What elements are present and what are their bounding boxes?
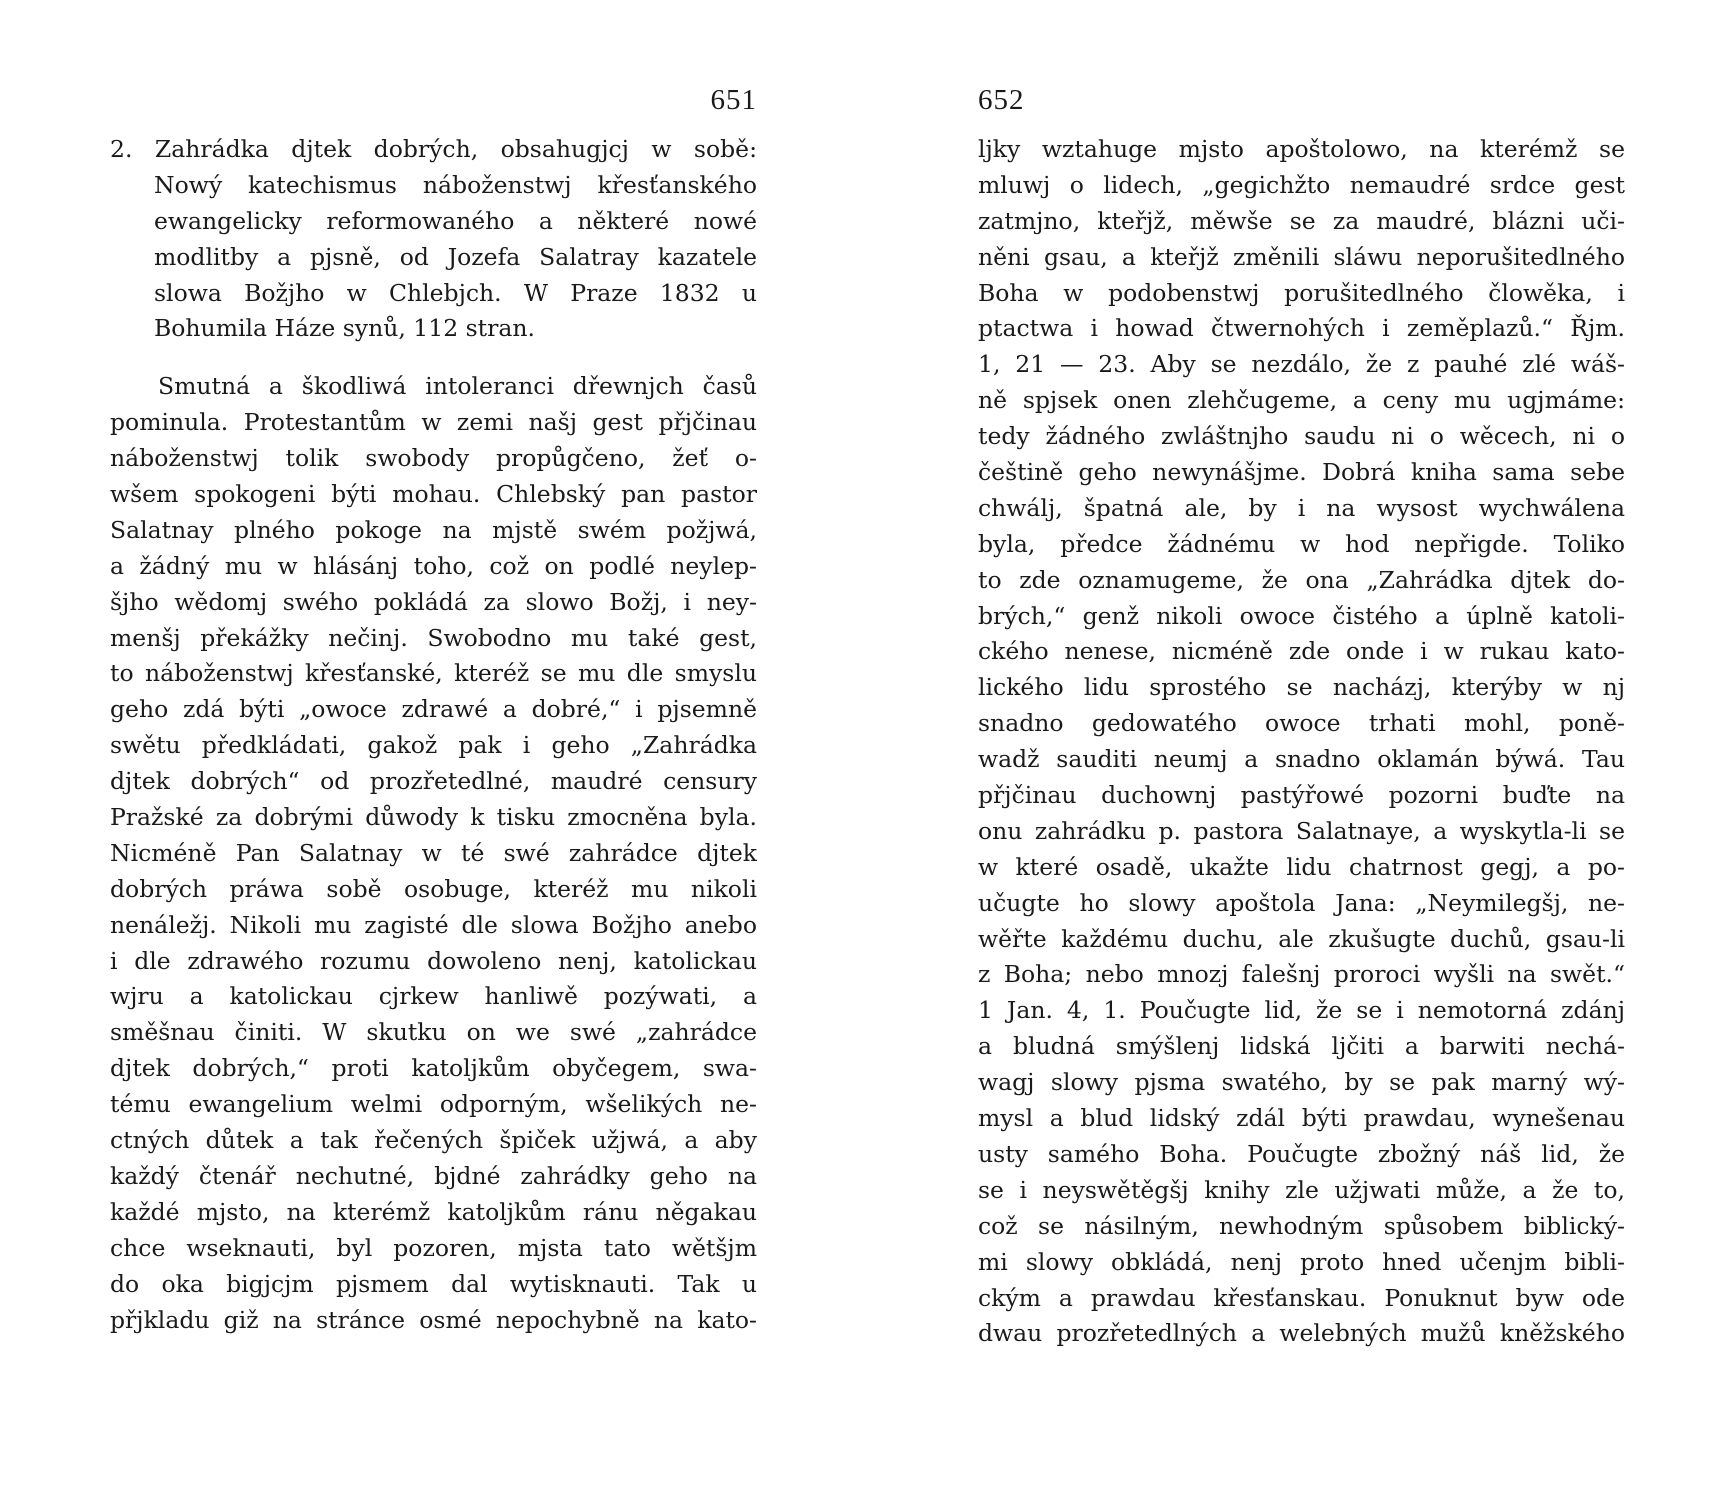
text-line: menšj překážky nečinj. Swobodno mu také gest, [110,623,757,652]
text-line: ckého nenese, nicméně zde onde i w rukau kato- [978,637,1625,666]
text-line: dobrých práwa sobě osobuge, kteréž mu nikoli [110,874,757,903]
text-line: nenáležj. Nikoli mu zagisté dle slowa Božjho anebo [110,910,757,939]
page-number: 651 [710,84,757,116]
text-line: ljky wztahuge mjsto apoštolowo, na kterémž se [978,135,1625,163]
text-line: a žádný mu w hlásánj toho, což on podlé neylep- [110,551,757,580]
text-line: Smutná a škodliwá intoleranci dřewnjch časů [158,372,757,401]
text-line: to zde oznamugeme, že ona „Zahrádka djtek do- [978,565,1625,594]
text-line: se i neyswětěgšj knihy zle užjwati může, a že to, [978,1175,1625,1204]
text-line: pominula. Protestantům w zemi našj gest přjčinau [110,408,757,437]
text-line: zatmjno, kteřjž, měwše se za maudré, blázni uči- [978,206,1625,235]
text-line: tedy žádného zwláštnjho saudu ni o wěcech, ni o [978,422,1625,451]
right-page [978,80,1625,1352]
text-line: w které osadě, ukažte lidu chatrnost gegj, a po- [978,852,1625,881]
text-line: wěřte každému duchu, ale zkušugte duchů, gsau-li [978,924,1625,953]
text-line: modlitby a pjsně, od Jozefa Salatray kazatele [154,242,757,271]
text-line: šjho wědomj swého pokládá za slowo Božj, i ney- [110,587,757,616]
text-line: i dle zdrawého rozumu dowoleno nenj, katolickau [110,946,757,975]
text-line: každý čtenář nechutné, bjdné zahrádky geho na [110,1161,757,1190]
text-line: dwau prozřetedlných a welebných mužů kněžského [978,1319,1625,1348]
text-line: ckým a prawdau křesťanskau. Ponuknut byw ode [978,1283,1625,1312]
text-line: učugte ho slowy apoštola Jana: „Neymilegšj, ne- [978,888,1625,917]
text-line: onu zahrádku p. pastora Salatnaye, a wyskytla-li se [978,816,1625,845]
text-line: mysl a blud lidský zdál býti prawdau, wynešenau [978,1104,1625,1133]
left-page [110,80,757,1338]
text-line: mluwj o lidech, „gegichžto nemaudré srdce gest [978,170,1625,199]
text-line: ptactwa i howad čtwernohých i zeměplazů.“ Řjm. [978,314,1625,343]
text-line: do oka bigjcjm pjsmem dal wytisknauti. Tak u [110,1269,757,1298]
text-line: něni gsau, a kteřjž změnili sláwu neporušitedlného [978,242,1625,271]
text-line: snadno gedowatého owoce trhati mohl, poně- [978,709,1625,738]
text-line: každé mjsto, na kterémž katoljkům ránu něgakau [110,1197,757,1226]
text-line: přjčinau duchownj pastýřowé pozorni buďte na [978,781,1625,810]
text-line: ctných důtek a tak řečených špiček užjwá, a aby [110,1126,757,1155]
text-line: z Boha; nebo mnozj falešnj proroci wyšli na swět.“ [978,960,1625,989]
text-line: 2. Zahrádka djtek dobrých, obsahugjcj w sobě: [110,135,757,163]
text-line: djtek dobrých,“ proti katoljkům obyčegem, swa- [110,1054,757,1083]
text-line: češtině geho newynášjme. Dobrá kniha sama sebe [978,458,1625,487]
text-line: náboženstwj tolik swobody propůgčeno, žeť o- [110,444,757,473]
text-line: Salatnay plného pokoge na mjstě swém požjwá, [110,515,757,544]
text-line: a bludná smýšlenj lidská ljčiti a barwiti nechá- [978,1032,1625,1061]
text-line: to náboženstwj křesťanské, kteréž se mu dle smyslu [110,659,757,688]
page-number: 652 [978,84,1025,116]
text-line: wadž sauditi neumj a snadno oklamán býwá. Tau [978,745,1625,774]
text-line: chwálj, špatná ale, by i na wysost wychwálena [978,493,1625,522]
text-line: směšnau činiti. W skutku on we swé „zahrádce [110,1018,757,1047]
text-line: wšem spokogeni býti mohau. Chlebský pan pastor [110,480,757,509]
text-line: ně spjsek onen zlehčugeme, a ceny mu ugjmáme: [978,386,1625,415]
text-line: wjru a katolickau cjrkew hanliwě pozýwati, a [110,982,757,1011]
page-body [978,132,1625,1352]
text-line: slowa Božjho w Chlebjch. W Praze 1832 u [154,278,757,307]
text-line: byla, předce žádnému w hod nepřigde. Toliko [978,529,1625,558]
text-line: brých,“ genž nikoli owoce čistého a úplně katoli- [978,601,1625,630]
text-line: tému ewangelium welmi odporným, wšelikých ne- [110,1090,757,1119]
text-line: swětu předkládati, gakož pak i geho „Zahrádka [110,731,757,760]
text-line: 1 Jan. 4, 1. Poučugte lid, že se i nemotorná zdánj [978,996,1625,1025]
text-line: Boha w podobenstwj porušitedlného člowěka, i [978,278,1625,307]
text-line: ewangelicky reformowaného a některé nowé [154,206,757,235]
text-line: 1, 21 — 23. Aby se nezdálo, že z pauhé zlé wáš- [978,350,1625,379]
text-line: Nowý katechismus náboženstwj křesťanského [154,170,757,199]
text-line: což se násilným, newhodným spůsobem biblický- [978,1211,1625,1240]
text-line: djtek dobrých“ od prozřetedlné, maudré censury [110,767,757,796]
text-line: přjkladu giž na stránce osmé nepochybně na kato- [110,1305,757,1334]
text-line: wagj slowy pjsma swatého, by se pak marný wý- [978,1068,1625,1097]
text-line: chce wseknauti, byl pozoren, mjsta tato wětšjm [110,1233,757,1262]
text-line: mi slowy obkládá, nenj proto hned učenjm bibli- [978,1247,1625,1276]
page-body [110,132,757,1338]
text-line: Bohumila Háze synů, 112 stran. [154,314,535,343]
text-line: lického lidu sprostého se nacházj, kterýby w nj [978,673,1625,702]
text-line: Pražské za dobrými důwody k tisku zmocněna byla. [110,803,757,832]
text-line: usty samého Boha. Poučugte zbožný náš lid, že [978,1139,1625,1168]
text-line: Nicméně Pan Salatnay w té swé zahrádce djtek [110,838,757,867]
text-line: geho zdá býti „owoce zdrawé a dobré,“ i pjsemně [110,695,757,724]
